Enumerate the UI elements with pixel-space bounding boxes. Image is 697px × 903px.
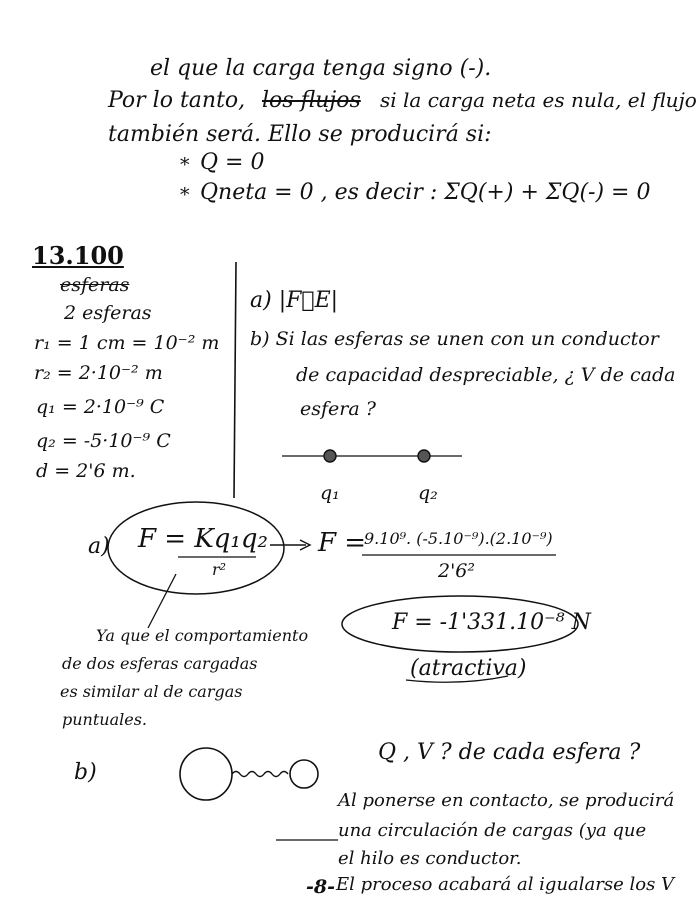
intro-line-2a: Por lo tanto,	[108, 88, 246, 113]
intro-line-1: el que la carga tenga signo (-).	[150, 56, 492, 81]
charge-2-label: q₂	[418, 482, 438, 504]
coulomb-formula-denominator: r²	[212, 560, 227, 579]
note-line-2: de dos esferas cargadas	[62, 654, 258, 673]
substitution-denominator: 2'6²	[438, 560, 476, 582]
given-3: r₂ = 2·10⁻² m	[34, 362, 163, 384]
given-6: d = 2'6 m.	[36, 460, 136, 482]
problem-struck-word: esferas	[60, 274, 130, 296]
solution-b-question: Q , V ? de cada esfera ?	[378, 740, 641, 765]
force-attractive-note: (atractiva)	[410, 656, 527, 681]
bullet-mark-1: *	[180, 154, 190, 176]
answer-line-4: El proceso acabará al igualarse los V	[336, 874, 675, 895]
intro-line-2-struck: los flujos	[262, 88, 361, 113]
sphere-q2	[418, 450, 430, 462]
solution-a-label: a)	[88, 534, 110, 559]
large-sphere	[180, 748, 232, 800]
intro-line-3: también será. Ello se producirá si:	[108, 122, 492, 147]
attractive-underline	[406, 676, 508, 682]
connecting-wire	[232, 772, 288, 777]
note-pointer-line	[148, 574, 176, 628]
solution-b-label: b)	[74, 760, 97, 785]
answer-line-1: Al ponerse en contacto, se producirá	[338, 790, 675, 811]
question-b-line-3: esfera ?	[300, 398, 376, 420]
bullet-q-zero: Q = 0	[200, 150, 265, 175]
given-5: q₂ = -5·10⁻⁹ C	[36, 430, 171, 452]
given-4: q₁ = 2·10⁻⁹ C	[36, 396, 165, 418]
page-number: -8-	[306, 876, 335, 898]
bullet-mark-2: *	[180, 184, 190, 206]
question-b-line-1: b) Si las esferas se unen con un conductor	[250, 328, 659, 350]
coulomb-formula: F = Kq₁q₂	[138, 524, 268, 554]
question-a: a) |F⃗E|	[250, 288, 339, 313]
given-1: 2 esferas	[64, 302, 152, 324]
divider-line	[234, 262, 236, 498]
intro-line-2b: si la carga neta es nula, el flujo	[380, 88, 697, 112]
small-sphere	[290, 760, 318, 788]
result-ellipse	[342, 596, 578, 652]
force-result: F = -1'331.10⁻⁸ N	[392, 610, 591, 635]
question-b-line-2: de capacidad despreciable, ¿ V de cada	[296, 364, 676, 386]
substitution-numerator: 9.10⁹. (-5.10⁻⁹).(2.10⁻⁹)	[364, 529, 553, 548]
note-line-4: puntuales.	[62, 710, 148, 729]
answer-line-2: una circulación de cargas (ya que	[338, 820, 647, 841]
sphere-q1	[324, 450, 336, 462]
answer-line-3: el hilo es conductor.	[338, 848, 522, 869]
problem-number: 13.100	[32, 241, 124, 270]
note-line-3: es similar al de cargas	[60, 682, 243, 701]
charge-1-label: q₁	[320, 482, 340, 504]
formula-ellipse	[108, 502, 284, 594]
note-line-1: Ya que el comportamiento	[96, 626, 309, 645]
given-2: r₁ = 1 cm = 10⁻² m	[34, 332, 220, 354]
bullet-q-neta: Qneta = 0 , es decir : ΣQ(+) + ΣQ(-) = 0	[200, 180, 651, 205]
substitution-lhs: F =	[318, 528, 367, 558]
